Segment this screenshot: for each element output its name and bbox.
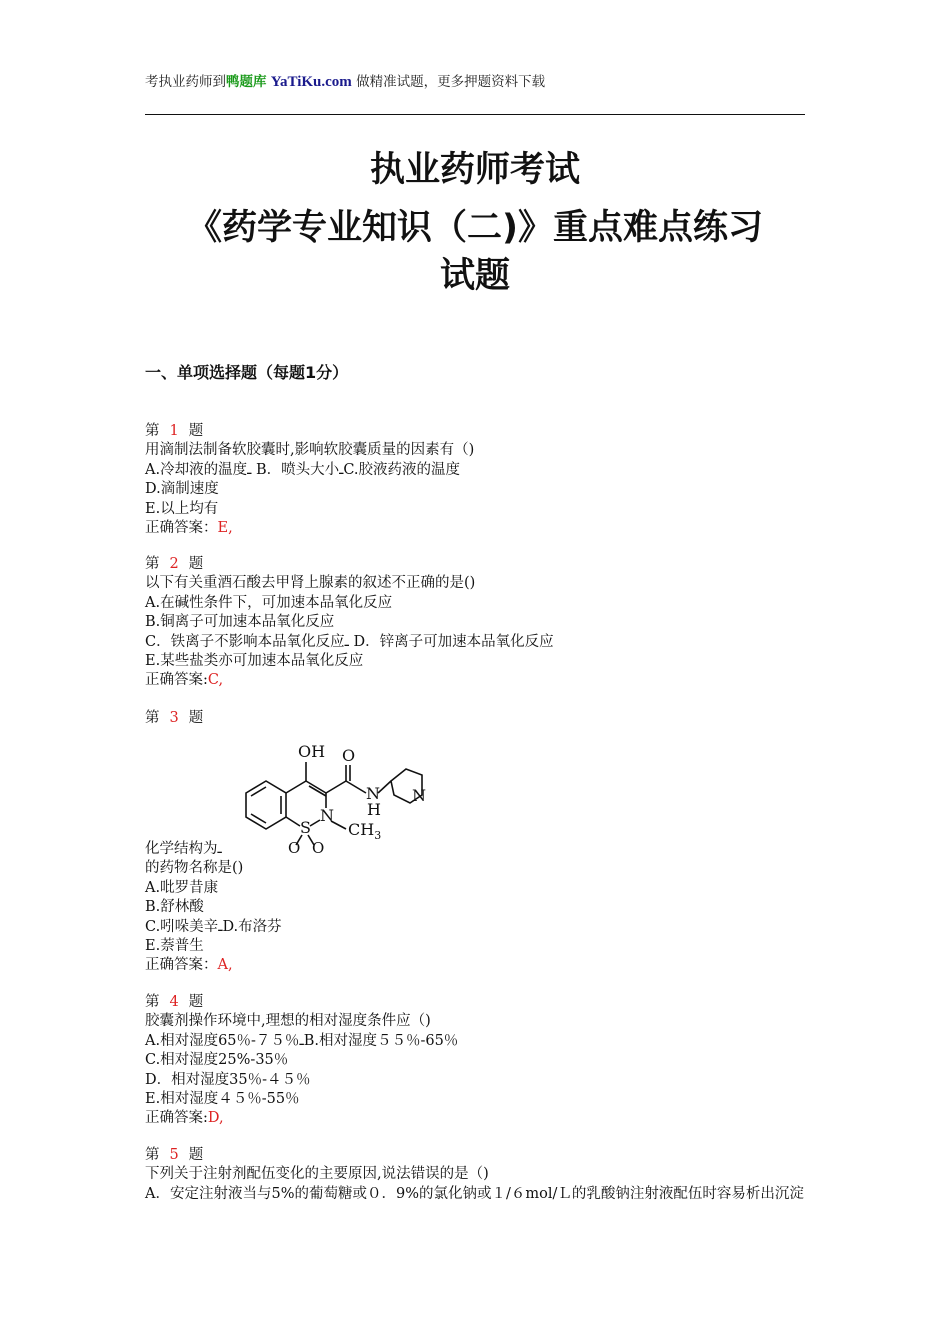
question-3 <box>145 840 825 976</box>
option-line: B.舒林酸 <box>145 899 204 916</box>
header-divider <box>145 114 805 115</box>
question-stem: 胶囊剂操作环境中,理想的相对湿度条件应（) <box>145 1013 431 1030</box>
sulfonyl-o2-label: O <box>312 839 325 855</box>
section-heading: 一、单项选择题（每题1分） <box>145 363 349 382</box>
option-line: B.铜离子可加速本品氧化反应 <box>145 614 335 631</box>
amide-h-label: H <box>367 800 381 819</box>
header-prefix: 考执业药师到 <box>145 74 226 90</box>
question-number: 5 <box>169 1147 179 1163</box>
option-line: E.某些盐类亦可加速本品氧化反应 <box>145 653 364 670</box>
document-title-tail: 试题 <box>439 256 510 296</box>
question-3-number <box>145 709 825 728</box>
answer-value: A, <box>217 957 233 974</box>
question-number: 4 <box>169 994 179 1010</box>
answer-value: D, <box>207 1110 224 1127</box>
option-line: D．相对湿度35％-４５％ <box>145 1071 311 1088</box>
question-number-line: 第 3 题 <box>145 710 204 726</box>
question-number: 2 <box>169 556 179 572</box>
carbonyl-o-label: O <box>342 746 356 765</box>
question-number-line: 第 1 题 <box>145 423 204 439</box>
question-number-line: 第 5 题 <box>145 1147 204 1163</box>
ring-n-label: N <box>320 806 334 825</box>
brand-name-en[interactable]: YaTiKu.com <box>270 74 352 90</box>
option-line: E.以上均有 <box>145 500 219 517</box>
sulfur-label: S <box>300 818 311 837</box>
option-line: C.吲哚美辛ـD.布洛芬 <box>145 918 282 935</box>
document-title-line2 <box>145 204 805 300</box>
question-5 <box>145 1146 805 1204</box>
question-stem: 下列关于注射剂配伍变化的主要原因,说法错误的是（) <box>145 1166 489 1183</box>
question-number: 3 <box>169 710 179 726</box>
header-slogan <box>145 70 545 91</box>
answer-value: C, <box>207 672 224 689</box>
amide-n-label: N <box>366 784 380 803</box>
question-number-line: 第 2 题 <box>145 556 204 572</box>
answer-line: 正确答案：A, <box>145 957 233 974</box>
option-line: A.在碱性条件下，可加速本品氧化反应 <box>145 594 393 611</box>
question-1 <box>145 422 825 538</box>
answer-line: 正确答案:C, <box>145 672 224 689</box>
answer-line: 正确答案：E, <box>145 520 233 537</box>
option-line: E.萘普生 <box>145 938 204 955</box>
question-stem-cont: 的药物名称是() <box>145 860 244 877</box>
question-number: 1 <box>169 423 179 439</box>
option-line: C．铁离子不影响本品氧化反应ـ D．锌离子可加速本品氧化反应 <box>145 633 554 650</box>
option-line: C.相对湿度25%-35％ <box>145 1052 289 1069</box>
option-line: A．安定注射液当与5%的葡萄糖或０．9%的氯化钠或１/６mol/Ｌ的乳酸钠注射液配伍时容易析出沉淀 <box>145 1185 804 1202</box>
question-stem: 以下有关重酒石酸去甲肾上腺素的叙述不正确的是() <box>145 575 476 592</box>
option-line: D.滴制速度 <box>145 481 219 498</box>
document-title-line1: 执业药师考试 <box>369 150 580 190</box>
option-line: A.冷却液的温度ـ B．喷头大小ـC.胶液药液的温度 <box>145 461 461 478</box>
option-line: E.相对湿度４５％-55％ <box>145 1091 300 1108</box>
oh-label: OH <box>298 742 326 761</box>
option-line: A.相对湿度65％-７５％ـB.相对湿度５５％-65％ <box>145 1032 459 1049</box>
question-2 <box>145 555 825 691</box>
option-line: A.吡罗昔康 <box>145 879 219 896</box>
question-4 <box>145 993 825 1129</box>
piroxicam-structure-image <box>236 735 426 855</box>
answer-line: 正确答案:D, <box>145 1110 224 1127</box>
sulfonyl-o1-label: O <box>288 839 301 855</box>
header-suffix: 做精准试题，更多押题资料下载 <box>356 74 546 90</box>
question-stem: 化学结构为ـ <box>145 841 222 857</box>
answer-value: E, <box>217 520 233 537</box>
pyridine-n-label: N <box>412 786 426 805</box>
question-number-line: 第 4 题 <box>145 994 204 1010</box>
brand-name-cn[interactable]: 鸭题库 <box>226 74 267 90</box>
document-title-main: 《药学专业知识（二)》重点难点练习 <box>187 208 763 248</box>
methyl-label: $CH_3$ <box>348 820 382 842</box>
question-stem: 用滴制法制备软胶囊时,影响软胶囊质量的因素有（) <box>145 442 475 459</box>
